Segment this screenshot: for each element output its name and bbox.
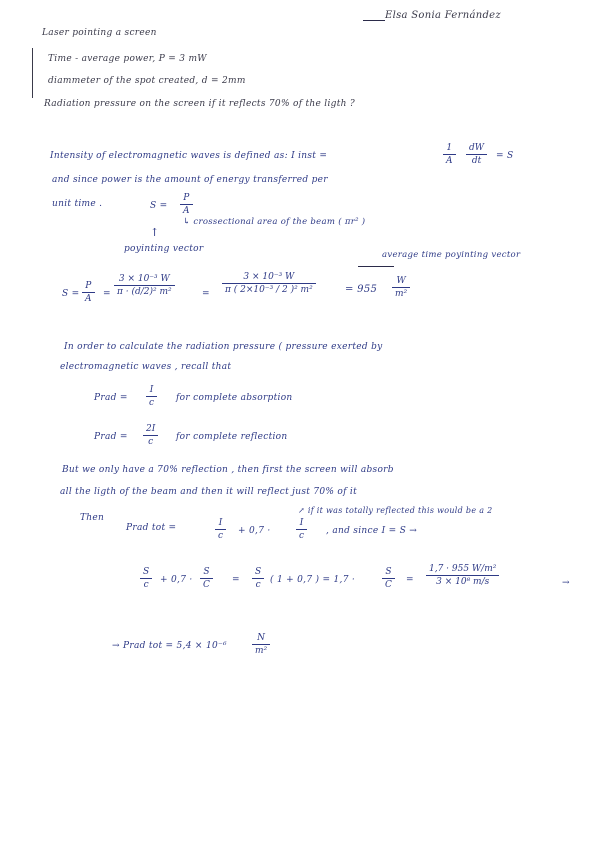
s-over-c-3 [252,567,264,590]
fraction-bar [146,396,157,397]
fraction-denominator: c [148,437,154,447]
fraction-denominator: π · (d/2)² m² [117,287,172,297]
fraction-numerator: P [183,193,190,203]
fraction-denominator: c [143,580,149,590]
fraction-denominator: C [385,580,392,590]
s-over-c-2 [200,567,213,590]
fraction-numerator: S [385,567,392,577]
fraction-bar [82,292,95,293]
area-note: ↳ crossectional area of the beam ( πr² ) [183,217,366,227]
fraction-numerator: I [149,385,154,395]
prad-absorption-text: for complete absorption [176,393,293,403]
s-over-c-1 [140,567,152,590]
given-power: Time - average power, P = 3 mW [48,54,207,64]
avg-poynting-label: average time poyinting vector [382,250,521,260]
up-arrow-icon: ↑ [150,226,160,239]
fraction-numerator: 2I [146,424,156,434]
prad-tot-since: , and since I = S → [326,526,418,536]
prad-tot-plus: + 0,7 · [238,526,271,536]
pressure-intro-1: In order to calculate the radiation pressure ( pressure exerted by [64,342,383,352]
fraction-bar [180,204,193,205]
fraction-bar [140,578,152,579]
then-label: Then [80,513,105,523]
fraction-numerator: I [299,518,304,528]
final-result: → Prad tot = 5,4 × 10⁻⁶ [112,641,227,651]
s-big-fraction [82,281,95,304]
fraction-power-over-area [114,274,175,297]
fraction-numerator: dW [469,143,485,153]
fraction-denominator: A [446,156,453,166]
fraction-numerator: 3 × 10⁻³ W [118,274,170,284]
prad-reflection-text: for complete reflection [176,432,288,442]
fraction-bar [466,154,487,155]
fraction-numerator: 1,7 · 955 W/m² [429,564,497,574]
fraction-denominator: π ( 2×10⁻³ / 2 )² m² [225,285,313,295]
prad-absorption-fraction [146,385,157,408]
fraction-bar [200,578,213,579]
s-equals: S = [150,201,168,211]
fraction-bar [114,285,175,286]
question: Radiation pressure on the screen if it reflects 70% of the ligth ? [44,99,356,109]
s-over-c-4 [382,567,395,590]
s-paren-expression: ( 1 + 0,7 ) = 1,7 · [270,575,356,585]
s-fraction-p-over-a [180,193,193,216]
fraction-bar [296,529,307,530]
fraction-numerator: 3 × 10⁻³ W [243,272,295,282]
fraction-denominator: A [85,294,92,304]
prad-reflection-fraction [143,424,158,447]
poynting-label: poyinting vector [124,244,204,254]
prad-tot-label: Prad tot = [126,523,177,533]
fraction-numerator: I [218,518,223,528]
pressure-intro-2: electromagnetic waves , recall that [60,362,232,372]
fraction-numerator: 1 [446,143,453,153]
given-diameter: diammeter of the spot created, d = 2mm [48,76,246,86]
given-bracket [32,48,33,98]
power-line-2: unit time . [52,199,103,209]
prad-tot-fraction-1 [215,518,226,541]
s-equals-2: = [232,575,240,585]
fraction-numerator: N [257,633,266,643]
problem-title: Laser pointing a screen [42,28,157,38]
equals-sign-2: = [202,289,210,299]
result-unit-w-m2 [392,276,410,299]
totally-reflected-note: ↗ if it was totally reflected this would be a 2 [298,506,493,515]
intensity-fraction-1-over-A [443,143,456,166]
fraction-numerator: P [85,281,92,291]
fraction-bar [252,644,270,645]
fraction-bar [222,283,316,284]
fraction-denominator: c [149,398,155,408]
author-dash [363,20,385,21]
prad-absorption-label: Prad = [94,393,128,403]
fraction-bar [143,435,158,436]
fraction-denominator: C [203,580,210,590]
fraction-denominator: m² [395,289,408,299]
final-numeric-fraction [426,564,499,587]
final-unit-n-m2 [252,633,270,656]
fraction-bar [443,154,456,155]
s-big-equals: S = [62,289,80,299]
s-equals-3: = [406,575,414,585]
equals-sign-1: = [103,289,111,299]
fraction-bar [215,529,226,530]
fraction-bar [252,578,264,579]
fraction-bar [426,575,499,576]
prad-reflection-label: Prad = [94,432,128,442]
but-line-1: But we only have a 70% reflection , then first the screen will absorb [62,465,394,475]
fraction-denominator: c [255,580,261,590]
s-plus: + 0,7 · [160,575,193,585]
arrow-right-icon: → [562,578,570,588]
but-line-2: all the ligth of the beam and then it will reflect just 70% of it [60,487,358,497]
fraction-numerator: S [203,567,210,577]
fraction-denominator: dt [471,156,482,166]
avg-bracket [358,266,394,267]
fraction-denominator: 3 × 10⁸ m/s [436,577,490,587]
intensity-equals-s: = S [496,151,514,161]
fraction-numerator: W [396,276,406,286]
fraction-numeric-substitution [222,272,316,295]
fraction-denominator: c [218,531,224,541]
fraction-numerator: S [143,567,150,577]
result-955: = 955 [345,284,378,295]
power-line-1: and since power is the amount of energy transferred per [52,175,328,185]
fraction-denominator: A [183,206,190,216]
fraction-numerator: S [255,567,262,577]
intensity-intro: Intensity of electromagnetic waves is defined as: I inst = [50,151,328,161]
prad-tot-fraction-2 [296,518,307,541]
fraction-bar [382,578,395,579]
author-name: Elsa Sonia Fernández [385,10,501,21]
fraction-denominator: m² [255,646,268,656]
fraction-denominator: c [299,531,305,541]
fraction-bar [392,287,410,288]
intensity-fraction-dw-dt [466,143,487,166]
